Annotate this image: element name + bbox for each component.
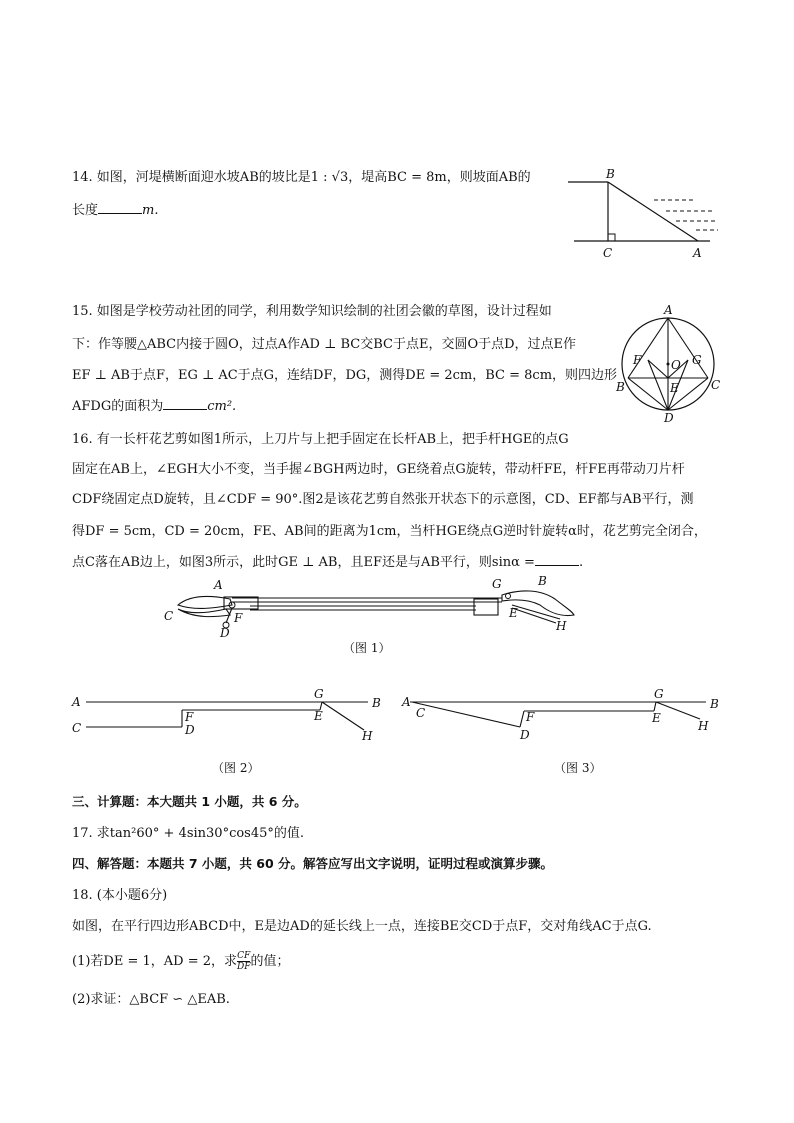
- fig3-caption: （图 3）: [554, 761, 602, 775]
- fig3-label-h: H: [698, 719, 709, 733]
- fig1-label-c: C: [164, 609, 174, 623]
- q15-line2: 下：作等腰△ABC内接于圆O，过点A作AD ⊥ BC交BC于点E，交圆O于点D，过点E作: [72, 337, 577, 352]
- fig2-label-f: F: [185, 710, 194, 724]
- q16-line5-suffix: .: [578, 555, 584, 570]
- q18-body: 如图，在平行四边形ABCD中，E是边AD的延长线上一点，连接BE交CD于点F，交对角线AC于点G.: [72, 919, 652, 934]
- q15-line4: [72, 395, 236, 414]
- fig3-label-e: E: [652, 711, 661, 725]
- q18-frac-den: DF: [237, 962, 251, 972]
- q16-line5-prefix: 点C落在AB边上，如图3所示，此时GE ⊥ AB，且EF还是与AB平行，则sinα =: [72, 555, 535, 570]
- q18-frac-num: CF: [237, 951, 251, 961]
- q15-line4-suffix: cm².: [207, 399, 237, 414]
- q18-part1-prefix: (1)若DE = 1，AD = 2，求: [72, 954, 237, 969]
- fig2-label-b: B: [372, 696, 381, 710]
- section3-heading: 三、计算题：本大题共 1 小题，共 6 分。: [72, 794, 307, 809]
- q18-part1-suffix: 的值；: [250, 954, 290, 969]
- fig1-label-h: H: [556, 619, 567, 633]
- fig2-caption: （图 2）: [212, 761, 260, 775]
- q16-line3: CDF绕固定点D旋转，且∠CDF = 90°.图2是该花艺剪自然张开状态下的示意图，CD、EF都与AB平行，测: [72, 492, 694, 507]
- q15-label-c: C: [711, 378, 721, 392]
- fig3-label-c: C: [416, 706, 426, 720]
- fig3-label-f: F: [526, 710, 535, 724]
- fig2-label-d: D: [185, 723, 195, 737]
- q15-label-e: E: [670, 381, 679, 395]
- fig3-label-b: B: [710, 697, 719, 711]
- q14-line2-suffix: m.: [142, 203, 159, 218]
- q16-line4: 得DF = 5cm，CD = 20cm，FE、AB间的距离为1cm，当杆HGE绕点G逆时针旋转α时，花艺剪完全闭合，: [72, 524, 707, 539]
- fig2-label-c: C: [72, 721, 82, 735]
- section4-heading: 四、解答题：本题共 7 小题，共 60 分。解答应写出文字说明，证明过程或演算步骤。: [72, 856, 554, 871]
- fig1-label-a: A: [214, 578, 223, 592]
- fig1-label-b: B: [538, 575, 547, 588]
- q16-answer-blank: [535, 553, 579, 566]
- q14-line2-prefix: 长度: [72, 203, 99, 218]
- fig2-label-h: H: [362, 729, 373, 743]
- q15-label-g: G: [692, 353, 702, 367]
- fig3-label-d: D: [520, 728, 530, 742]
- fig3-label-a: A: [402, 695, 411, 709]
- fig1-label-d: D: [220, 626, 230, 640]
- q15-answer-blank: [163, 397, 207, 410]
- fig1-label-e: E: [509, 606, 518, 620]
- q15-label-b: B: [616, 380, 625, 394]
- q17-text: 17. 求tan²60° + 4sin30°cos45°的值.: [72, 826, 305, 841]
- fig2-label-a: A: [72, 695, 81, 709]
- fig2-label-e: E: [314, 709, 323, 723]
- q14-figure: [560, 165, 720, 265]
- fig1-caption: （图 1）: [343, 641, 391, 655]
- q15-label-o: O: [671, 358, 681, 372]
- q16-line1: 16. 有一长杆花艺剪如图1所示，上刀片与上把手固定在长杆AB上，把手杆HGE的点G: [72, 432, 569, 447]
- q14-label-c: C: [603, 246, 613, 260]
- q15-label-a: A: [664, 303, 673, 317]
- q16-line2: 固定在AB上，∠EGH大小不变，当手握∠BGH两边时，GE绕着点G旋转，带动杆FE，杆FE再带动刀片杆: [72, 462, 685, 477]
- q15-label-d: D: [664, 411, 674, 425]
- q16-figure2: [66, 685, 396, 780]
- q18-part2: (2)求证：△BCF ∽ △EAB.: [72, 992, 230, 1007]
- q14-answer-blank: [98, 201, 142, 214]
- q18-part1: [72, 950, 289, 972]
- q14-label-b: B: [606, 167, 615, 181]
- q18-fraction: [237, 951, 250, 972]
- q15-label-f: F: [633, 353, 642, 367]
- q15-line1: 15. 如图是学校劳动社团的同学，利用数学知识绘制的社团会徽的草图，设计过程如: [72, 304, 552, 319]
- fig2-label-g: G: [314, 687, 324, 701]
- q18-title: 18. (本小题6分): [72, 888, 168, 903]
- q14-label-a: A: [693, 246, 702, 260]
- q14-line1: 14. 如图，河堤横断面迎水坡AB的坡比是1 : √3，堤高BC = 8m，则坡面AB的: [72, 170, 531, 185]
- fig1-label-f: F: [234, 611, 243, 625]
- q16-figure3: [398, 685, 728, 780]
- q14-line2: [72, 199, 158, 218]
- fig1-label-g: G: [492, 577, 502, 591]
- q15-figure: [612, 300, 732, 428]
- q15-line4-prefix: AFDG的面积为: [72, 399, 164, 414]
- q16-line5: [72, 551, 583, 570]
- fig3-label-g: G: [654, 687, 664, 701]
- q15-line3: EF ⊥ AB于点F，EG ⊥ AC于点G，连结DF，DG，测得DE = 2cm，BC = 8cm，则四边形: [72, 368, 618, 383]
- q16-figure1: [160, 575, 590, 665]
